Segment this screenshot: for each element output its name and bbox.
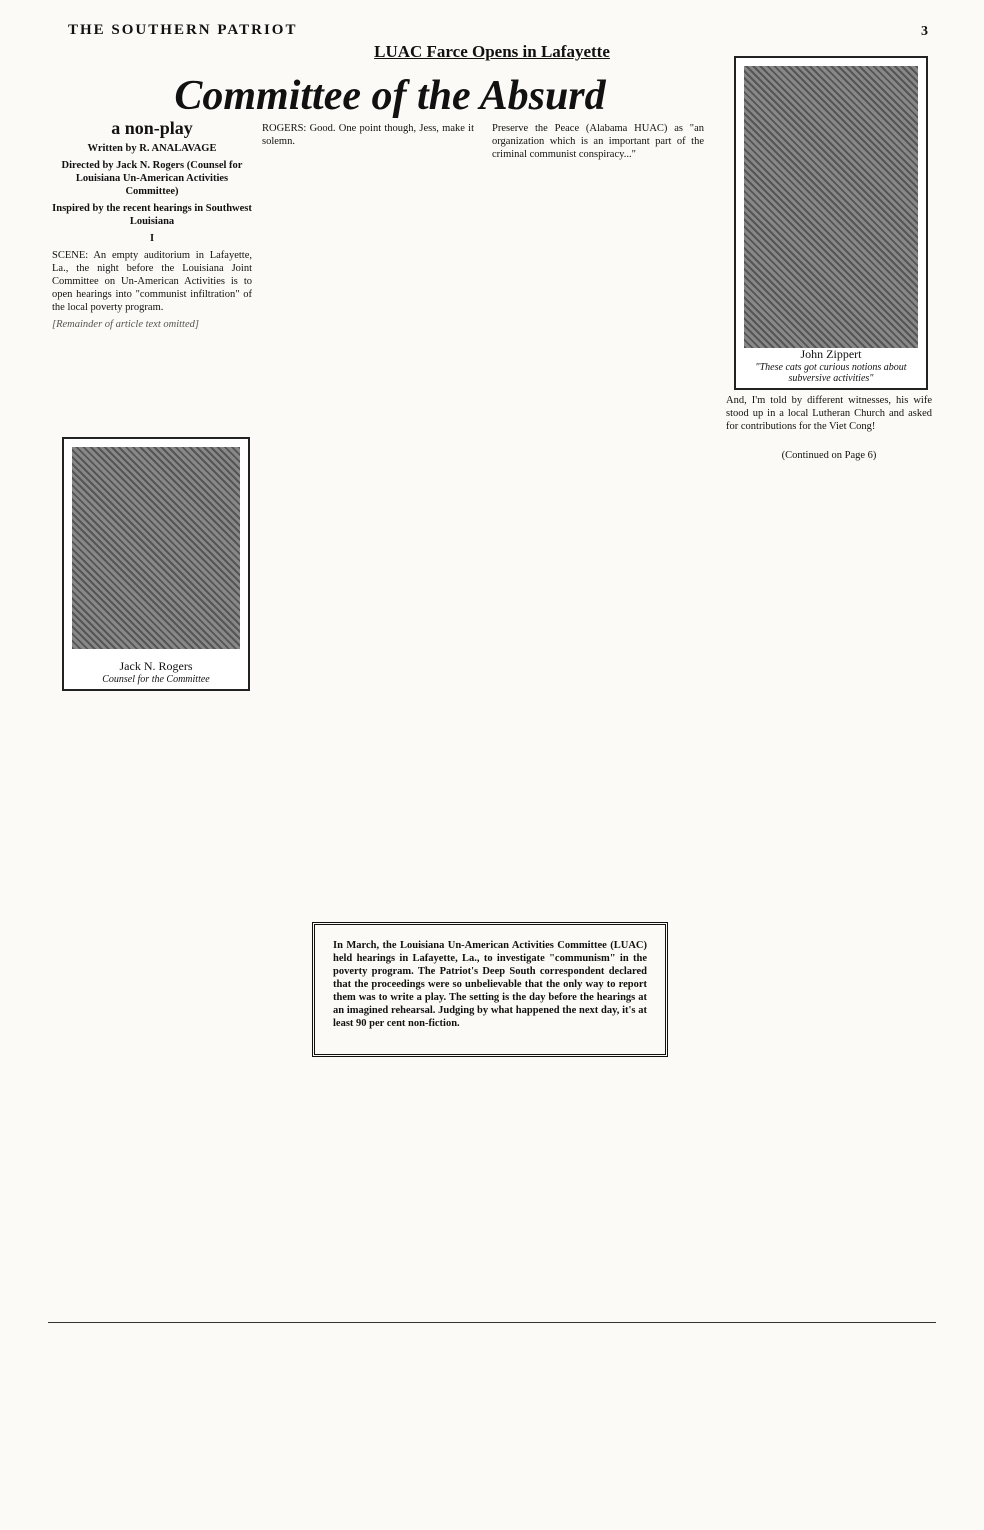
col3-excerpt: Preserve the Peace (Alabama HUAC) as "an organization which is an important part of the criminal communist conspiracy..."	[492, 123, 704, 160]
zippert-name: John Zippert	[800, 347, 862, 361]
author: Written by R. ANALAVAGE	[87, 143, 217, 154]
col4-excerpt: And, I'm told by different witnesses, his wife stood up in a local Lutheran Church and asked for contributions for the Viet Cong!	[726, 395, 932, 432]
photo-zippert	[734, 56, 928, 390]
act-number: I	[149, 233, 155, 244]
omitted-note: [Remainder of article text omitted]	[52, 319, 199, 330]
continued-note: (Continued on Page 6)	[781, 450, 877, 461]
col1-excerpt: SCENE: An empty auditorium in Lafayette, La., the night before the Louisiana Joint Committee on Un-American Activities is to open hearings into "communist infiltration" of the local poverty program.	[52, 250, 252, 313]
masthead: THE SOUTHERN PATRIOT	[68, 22, 298, 38]
kicker: LUAC Farce Opens in Lafayette	[374, 42, 610, 61]
col2-excerpt: ROGERS: Good. One point though, Jess, make it solemn.	[262, 123, 474, 147]
rogers-photo	[72, 447, 240, 649]
director: Directed by Jack N. Rogers (Counsel for Louisiana Un-American Activities Committee)	[61, 160, 243, 197]
zippert-photo	[744, 66, 918, 348]
article-column-4	[726, 394, 932, 466]
page-number: 3	[921, 24, 928, 39]
article-column-3	[492, 122, 704, 165]
photo-rogers	[62, 437, 250, 691]
rogers-caption: Counsel for the Committee	[102, 674, 210, 685]
editor-note-box: In March, the Louisiana Un-American Activities Committee (LUAC) held hearings in Lafayette, La., to investigate "communism" in the poverty program. The Patriot's Deep South correspondent declared that the proceedings were so unbelievable that the only way to report them was to write a play. The setting is the day before the hearings at an imagined rehearsal. Judging by what happened the next day, it's at least 90 per cent non-fiction.	[312, 922, 668, 1057]
article-column-2	[262, 122, 474, 152]
rogers-name: Jack N. Rogers	[119, 659, 193, 673]
subtitle: a non-play	[111, 118, 193, 138]
inspired: Inspired by the recent hearings in Southwest Louisiana	[52, 203, 252, 227]
bottom-rule	[48, 1322, 936, 1323]
zippert-caption: "These cats got curious notions about subversive activities"	[755, 362, 907, 384]
article-column-1	[52, 118, 252, 335]
headline: Committee of the Absurd	[174, 73, 606, 119]
